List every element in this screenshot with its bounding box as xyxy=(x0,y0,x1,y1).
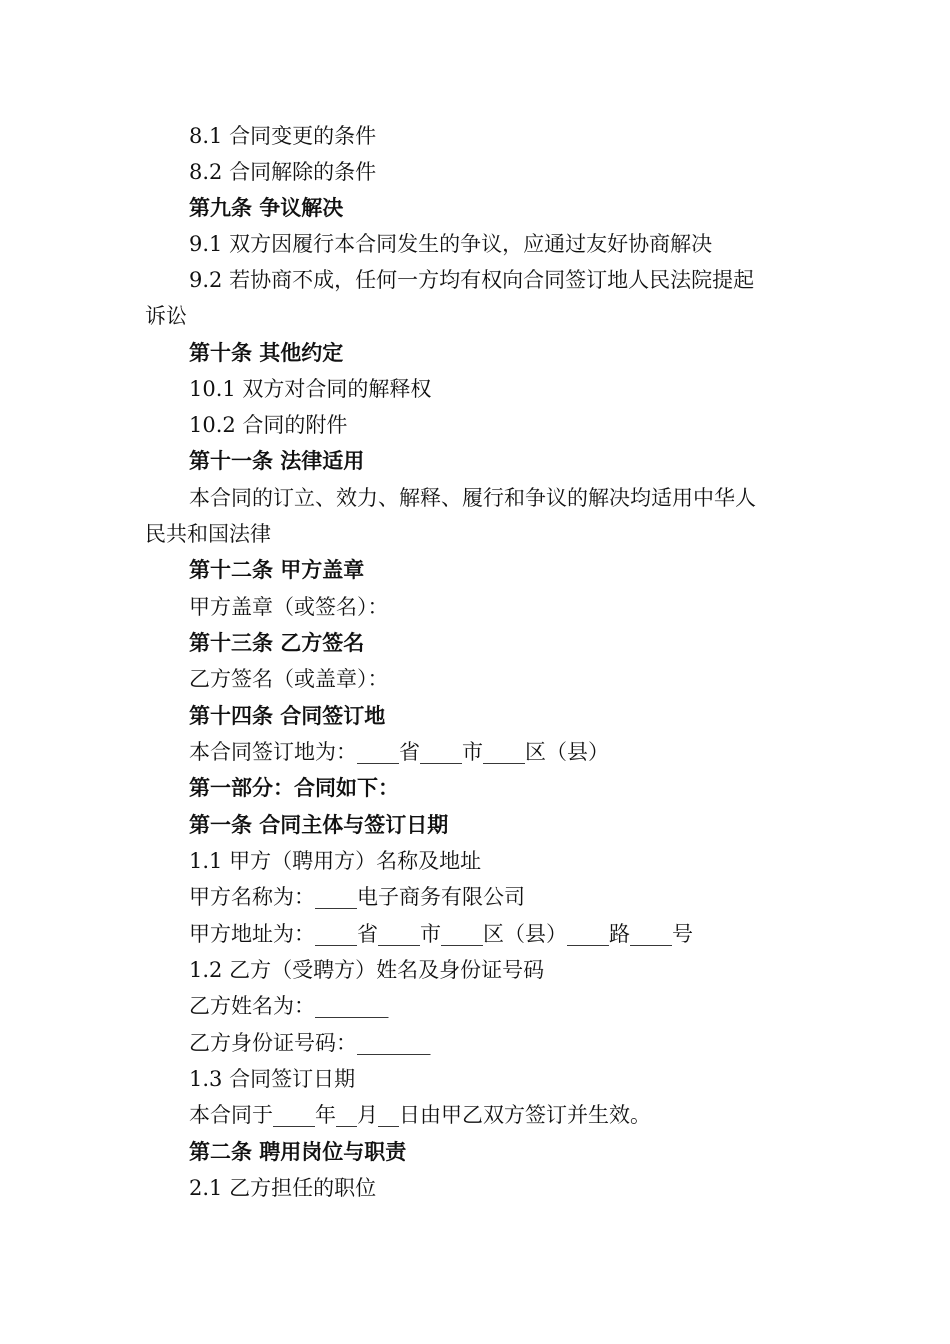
clause-8-2: 8.2 合同解除的条件 xyxy=(189,160,377,184)
part-one-heading: 第一部分：合同如下： xyxy=(189,775,399,800)
article-1-heading: 第一条 合同主体与签订日期 xyxy=(189,812,449,837)
clause-8-1: 8.1 合同变更的条件 xyxy=(189,124,377,148)
clause-1-2: 1.2 乙方（受聘方）姓名及身份证号码 xyxy=(189,958,545,982)
signing-place-line: 本合同签订地为：____省____市____区（县） xyxy=(189,740,609,764)
party-a-address-line: 甲方地址为：____省____市____区（县）____路____号 xyxy=(189,922,693,946)
article-12-heading: 第十二条 甲方盖章 xyxy=(189,557,365,582)
clause-1-1: 1.1 甲方（聘用方）名称及地址 xyxy=(189,849,482,873)
article-2-heading: 第二条 聘用岗位与职责 xyxy=(189,1139,407,1164)
clause-10-2: 10.2 合同的附件 xyxy=(189,413,348,437)
party-b-signature-line: 乙方签名（或盖章）： xyxy=(189,667,389,691)
article-11-body-continuation: 民共和国法律 xyxy=(145,522,271,546)
signing-date-line: 本合同于____年__月__日由甲乙双方签订并生效。 xyxy=(189,1103,651,1127)
article-13-heading: 第十三条 乙方签名 xyxy=(189,630,365,655)
clause-2-1: 2.1 乙方担任的职位 xyxy=(189,1176,377,1200)
clause-9-2: 9.2 若协商不成，任何一方均有权向合同签订地人民法院提起 xyxy=(189,268,755,292)
article-11-heading: 第十一条 法律适用 xyxy=(189,448,365,473)
article-14-heading: 第十四条 合同签订地 xyxy=(189,703,386,728)
clause-10-1: 10.1 双方对合同的解释权 xyxy=(189,377,432,401)
party-a-name-line: 甲方名称为：____电子商务有限公司 xyxy=(189,885,525,909)
clause-9-1: 9.1 双方因履行本合同发生的争议，应通过友好协商解决 xyxy=(189,232,713,256)
party-a-seal-line: 甲方盖章（或签名）： xyxy=(189,595,389,619)
article-9-heading: 第九条 争议解决 xyxy=(189,195,344,220)
party-b-id-line: 乙方身份证号码：_______ xyxy=(189,1031,431,1055)
clause-1-3: 1.3 合同签订日期 xyxy=(189,1067,356,1091)
article-10-heading: 第十条 其他约定 xyxy=(189,340,344,365)
party-b-name-line: 乙方姓名为：_______ xyxy=(189,994,389,1018)
clause-9-2-continuation: 诉讼 xyxy=(145,304,187,328)
article-11-body: 本合同的订立、效力、解释、履行和争议的解决均适用中华人 xyxy=(189,486,756,510)
